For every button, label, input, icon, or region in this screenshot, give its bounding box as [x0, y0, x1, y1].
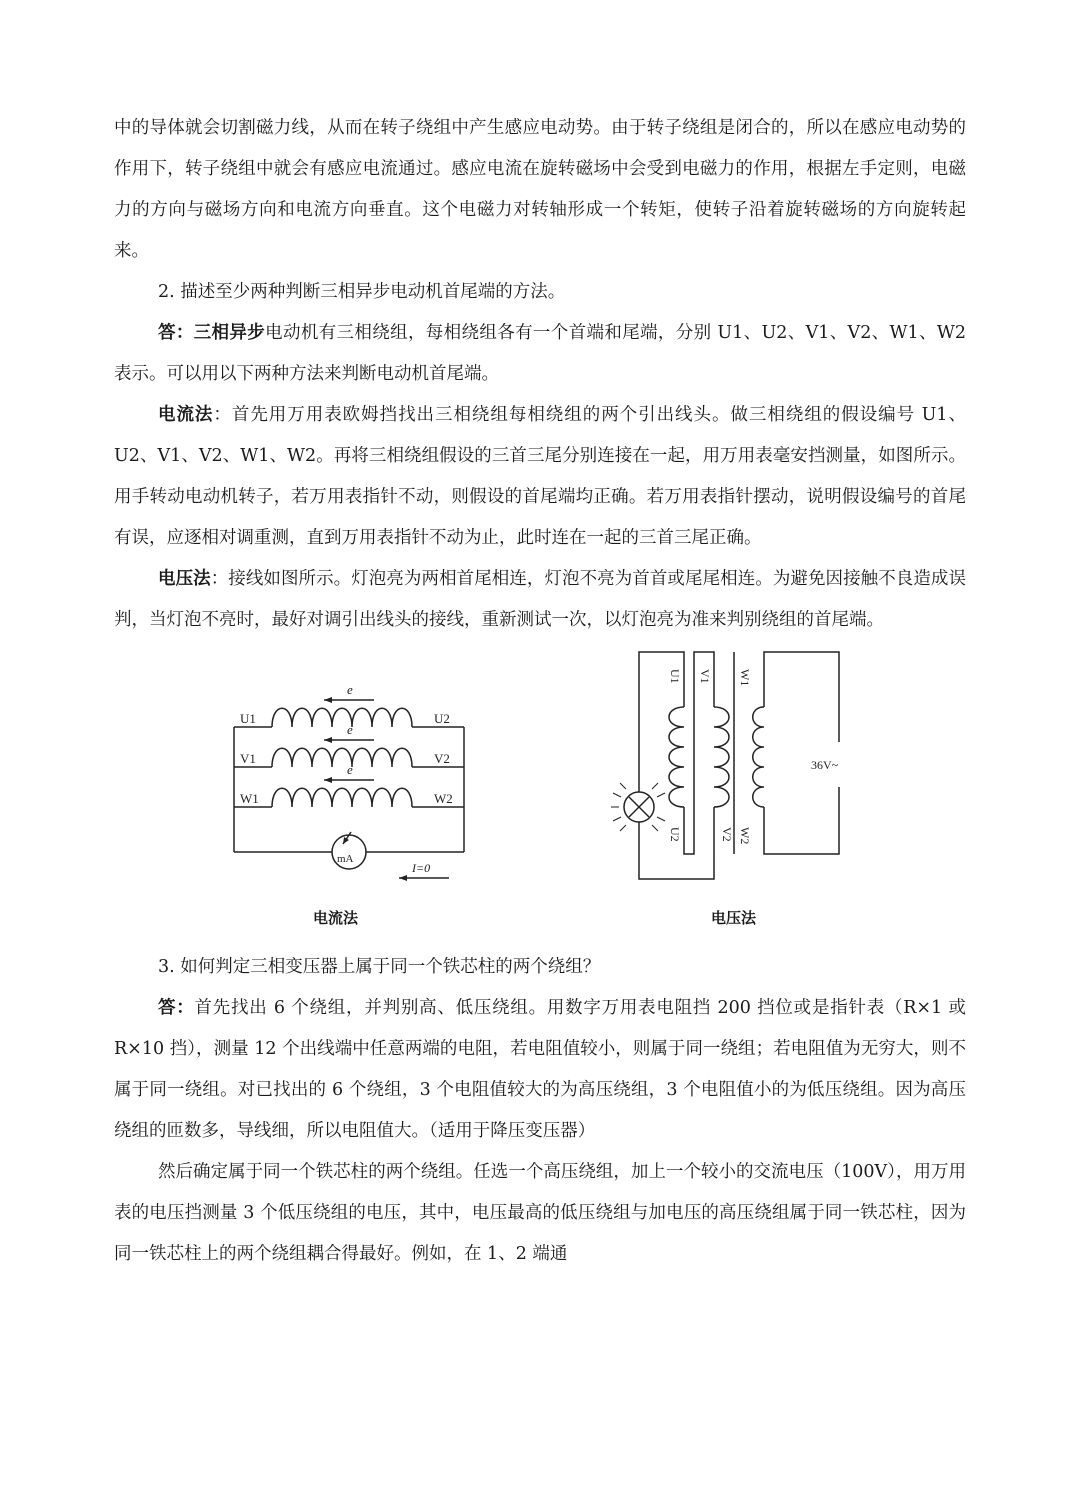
label-r-v1: V1	[698, 669, 712, 684]
label-r-u1: U1	[668, 669, 682, 684]
method-current-label: 电流法	[158, 405, 214, 425]
label-r-u2: U2	[668, 827, 682, 842]
label-r-v2: V2	[720, 827, 734, 842]
caption-voltage-method: 电压法	[711, 909, 757, 927]
label-w1: W1	[240, 791, 259, 806]
voltage-source-label: 36V~	[811, 758, 839, 772]
answer-2	[114, 313, 966, 395]
voltage-method-diagram	[599, 647, 874, 892]
label-v1: V1	[240, 751, 256, 766]
label-e-w: e	[347, 762, 353, 777]
method-current-text: ：首先用万用表欧姆挡找出三相绕组每相绕组的两个引出线头。做三相绕组的假设编号 U1、U2、V1、V2、W1、W2。再将三相绕组假设的三首三尾分别连接在一起，用万用表毫安挡测量，如图所示。用手转动电动机转子，若万用表指针不动，则假设的首尾端均正确。若万用表指针摆动，说明假设编号的首尾有误，应逐相对调重测，直到万用表指针不动为止，此时连在一起的三首三尾正确。	[114, 405, 966, 548]
current-label: I=0	[412, 861, 431, 875]
label-r-w2: W2	[738, 827, 752, 845]
answer-2-label: 答：三相异步	[158, 323, 266, 343]
answer-3-label: 答：	[158, 998, 195, 1018]
label-u2: U2	[434, 711, 450, 726]
label-w2: W2	[434, 791, 453, 806]
label-u1: U1	[240, 711, 256, 726]
label-r-w1: W1	[738, 669, 752, 687]
method-current	[114, 395, 966, 559]
figures	[114, 647, 966, 947]
label-e-u: e	[347, 682, 353, 697]
question-3: 3. 如何判定三相变压器上属于同一个铁芯柱的两个绕组？	[158, 957, 601, 977]
meter-label: mA	[337, 853, 354, 865]
question-2: 2. 描述至少两种判断三相异步电动机首尾端的方法。	[158, 282, 566, 302]
label-v2: V2	[434, 751, 450, 766]
answer-3-followup: 然后确定属于同一个铁芯柱的两个绕组。任选一个高压绕组，加上一个较小的交流电压（100V），用万用表的电压挡测量 3 个低压绕组的电压，其中，电压最高的低压绕组与加电压的高压绕组属于同一铁芯柱，因为同一铁芯柱上的两个绕组耦合得最好。例如，在 1、2 端通	[114, 1162, 966, 1264]
method-voltage	[114, 559, 966, 641]
document-page	[114, 108, 966, 1275]
method-voltage-text: ：接线如图所示。灯泡亮为两相首尾相连，灯泡不亮为首首或尾尾相连。为避免因接触不良造成误判，当灯泡不亮时，最好对调引出线头的接线，重新测试一次，以灯泡亮为准来判别绕组的首尾端。	[114, 569, 966, 630]
answer-3	[114, 988, 966, 1152]
answer-3-text: 首先找出 6 个绕组，并判别高、低压绕组。用数字万用表电阻挡 200 挡位或是指针表（R×1 或 R×10 挡），测量 12 个出线端中任意两端的电阻，若电阻值较小，则属于同一绕组；若电阻值为无穷大，则不属于同一绕组。对已找出的 6 个绕组，3 个电阻值较大的为高压绕组，3 个电阻值小的为低压绕组。因为高压绕组的匝数多，导线细，所以电阻值大。（适用于降压变压器）	[114, 998, 966, 1141]
answer-2-text: 电动机有三相绕组，每相绕组各有一个首端和尾端，分别 U1、U2、V1、V2、W1、W2 表示。可以用以下两种方法来判断电动机首尾端。	[114, 323, 966, 384]
method-voltage-label: 电压法	[158, 569, 211, 589]
current-method-diagram	[224, 682, 484, 882]
label-e-v: e	[347, 722, 353, 737]
paragraph-intro: 中的导体就会切割磁力线，从而在转子绕组中产生感应电动势。由于转子绕组是闭合的，所以在感应电动势的作用下，转子绕组中就会有感应电流通过。感应电流在旋转磁场中会受到电磁力的作用，根据左手定则，电磁力的方向与磁场方向和电流方向垂直。这个电磁力对转轴形成一个转矩，使转子沿着旋转磁场的方向旋转起来。	[114, 118, 966, 261]
caption-current-method: 电流法	[313, 909, 359, 927]
